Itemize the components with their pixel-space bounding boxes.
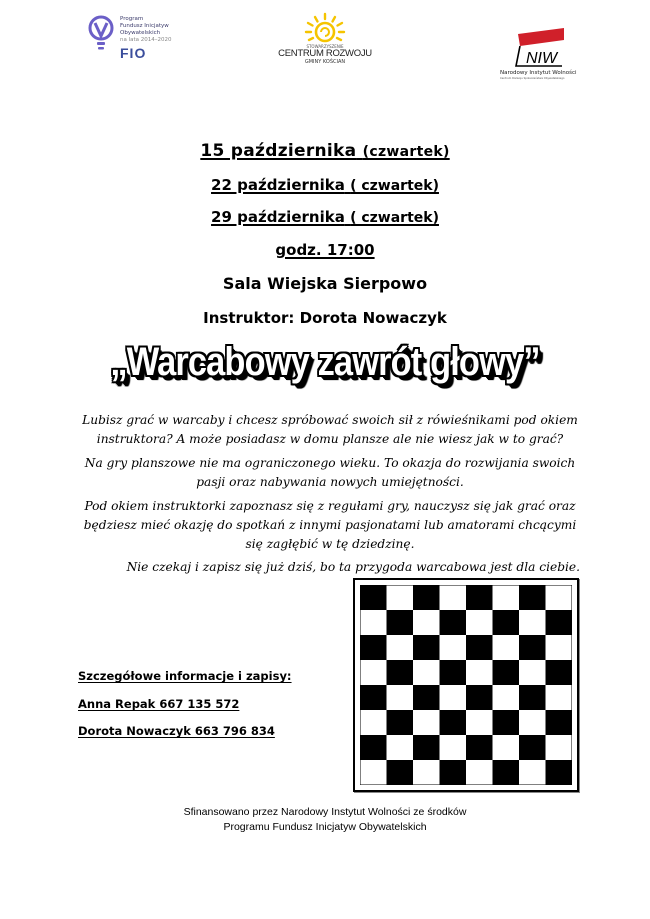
board-square-dark	[387, 660, 414, 685]
fio-line3: Obywatelskich	[120, 30, 161, 36]
date-2-day: ( czwartek)	[350, 178, 439, 194]
paragraph-1: Lubisz grać w warcaby i chcesz spróbować swoich sił z rówieśnikami pod okiem instruktora? A może posiadasz w domu plansze ale nie wiesz jak w to grać?	[82, 413, 578, 446]
date-3	[0, 208, 650, 226]
board-square-dark	[546, 710, 573, 735]
event-hour-text: godz. 17:00	[275, 241, 375, 259]
board-square-dark	[413, 585, 440, 610]
date-1-day: (czwartek)	[362, 144, 450, 160]
niw-logo	[500, 26, 580, 86]
board-square-dark	[413, 735, 440, 760]
board-square-dark	[440, 610, 467, 635]
board-square-dark	[440, 760, 467, 785]
date-3-date: 29 października	[211, 208, 345, 226]
board-square-dark	[387, 710, 414, 735]
event-hour	[0, 241, 650, 259]
date-3-day: ( czwartek)	[350, 210, 439, 226]
niw-line2: Centrum Rozwoju Społeczeństwa Obywatelskiego	[500, 77, 565, 80]
checkerboard-image	[353, 578, 579, 792]
board-square-dark	[360, 585, 387, 610]
date-2	[0, 176, 650, 194]
board-square-dark	[493, 760, 520, 785]
niw-flag-icon	[510, 26, 568, 68]
board-square-dark	[360, 685, 387, 710]
centrum-rozwoju-logo	[270, 12, 380, 70]
board-square-dark	[440, 660, 467, 685]
paragraph-2: Na gry planszowe nie ma ograniczonego wieku. To okazja do rozwijania swoich pasji oraz nabywania nowych umiejętności.	[84, 456, 576, 489]
board-square-dark	[440, 710, 467, 735]
contact-person-2: Dorota Nowaczyk 663 796 834	[78, 724, 275, 738]
centrum-name: CENTRUM ROZWOJU	[278, 48, 372, 59]
board-square-dark	[466, 635, 493, 660]
fio-line4: na lata 2014–2020	[120, 37, 172, 43]
fio-lightbulb-icon	[86, 14, 116, 54]
contact-heading: Szczegółowe informacje i zapisy:	[78, 669, 292, 683]
fio-line2: Fundusz Inicjatyw	[120, 23, 169, 29]
board-square-dark	[413, 685, 440, 710]
event-place: Sala Wiejska Sierpowo	[222, 274, 428, 293]
date-2-date: 22 października	[211, 176, 345, 194]
board-square-dark	[466, 585, 493, 610]
board-square-dark	[519, 735, 546, 760]
centrum-sub: GMINY KOŚCIAN	[304, 59, 346, 65]
checkerboard-grid	[360, 585, 572, 785]
paragraph-4: Nie czekaj i zapisz się już dziś, bo ta przygoda warcabowa jest dla ciebie.	[126, 560, 580, 574]
sun-icon	[303, 12, 347, 44]
board-square-dark	[493, 660, 520, 685]
niw-wordmark: NIW	[526, 50, 558, 67]
board-square-dark	[519, 685, 546, 710]
niw-line1: Narodowy Instytut Wolności	[500, 70, 577, 76]
footer-line-2: Programu Fundusz Inicjatyw Obywatelskich	[223, 821, 427, 833]
board-square-dark	[546, 610, 573, 635]
board-square-dark	[360, 735, 387, 760]
board-square-dark	[493, 610, 520, 635]
board-square-dark	[546, 760, 573, 785]
board-square-dark	[466, 685, 493, 710]
paragraph-3: Pod okiem instruktorki zapoznasz się z regułami gry, nauczysz się jak grać oraz będziesz mieć okazję do spotkań z innymi pasjonatami lub amatorami chcącymi się zagłębić w tę dziedzinę.	[83, 499, 577, 551]
board-square-dark	[387, 610, 414, 635]
fio-text	[120, 16, 172, 44]
fio-line1: Program	[120, 16, 144, 22]
board-square-dark	[413, 635, 440, 660]
fio-wordmark: FIO	[120, 45, 147, 61]
date-1-date: 15 października	[200, 141, 357, 161]
date-1	[0, 141, 650, 161]
centrum-top-text: STOWARZYSZENIE	[306, 44, 344, 49]
board-square-dark	[387, 760, 414, 785]
board-square-dark	[360, 635, 387, 660]
funding-footer	[0, 805, 650, 835]
board-square-dark	[519, 635, 546, 660]
board-square-dark	[493, 710, 520, 735]
board-square-dark	[546, 660, 573, 685]
board-square-dark	[466, 735, 493, 760]
contact-person-1: Anna Repak 667 135 572	[78, 697, 240, 711]
event-title: „Warcabowy zawrót głowy”	[110, 340, 540, 384]
fio-logo	[86, 14, 196, 64]
event-instructor: Instruktor: Dorota Nowaczyk	[203, 309, 447, 327]
footer-line-1: Sfinansowano przez Narodowy Instytut Wolności ze środków	[183, 806, 467, 818]
board-square-dark	[519, 585, 546, 610]
